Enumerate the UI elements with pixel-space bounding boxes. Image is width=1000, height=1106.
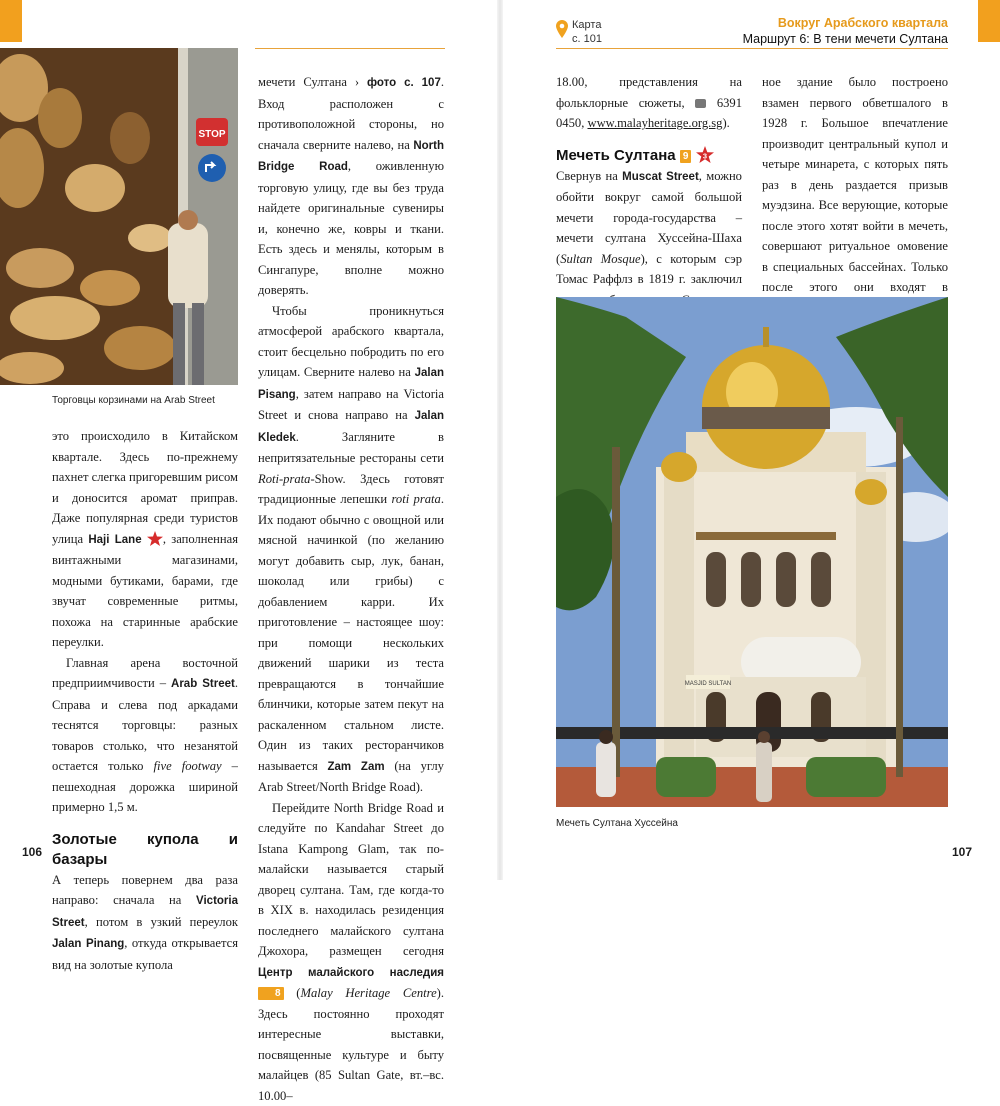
map-label: Карта xyxy=(572,19,602,31)
malay-heritage-centre-en: Malay Heritage Centre xyxy=(300,986,437,1000)
col1-text: , потом в узкий переулок xyxy=(84,914,238,929)
phone-number: 6391 0450, xyxy=(556,95,742,130)
route-title: Маршрут 6: В тени мечети Султана xyxy=(742,32,948,46)
col3-text: ). xyxy=(722,116,730,130)
muscat-street-name: Muscat Street xyxy=(622,170,699,183)
col2-text: . Загляните в непритязательные рестораны сети xyxy=(258,429,444,465)
roti-prata-chain: Roti-prata xyxy=(258,471,311,486)
col2-text: (на углу Arab Street/North Bridge Road). xyxy=(258,758,444,794)
col2-text: -Show. Здесь готовят традиционные лепешки xyxy=(258,471,444,506)
col1-text: – пешеходная дорожка шириной примерно 1,5 м. xyxy=(52,759,238,814)
col2-text: , оживленную торговую улицу, где вы без труда найдете оригинальные сувениры и, конечно же, ковры и ткани. Есть здесь и менялы, которым в Сингапуре, вполне можно доверять. xyxy=(258,159,444,297)
header-rule-left xyxy=(255,48,445,49)
col1-text: Главная арена восточной предприимчивости – xyxy=(52,655,238,690)
page-number-left: 106 xyxy=(22,845,43,859)
sultan-mosque-photo xyxy=(556,297,948,807)
col2-text: . Вход расположен с противоположной стороны, но сначала сверните налево, на xyxy=(258,75,445,152)
five-footway-term: five footway xyxy=(153,759,222,773)
baskets-photo-caption: Торговцы корзинами на Arab Street xyxy=(52,395,215,406)
sultan-mosque-en: Sultan Mosque xyxy=(560,251,641,266)
jalan-pisang-name: Jalan Pisang xyxy=(258,367,444,401)
col2-text: Перейдите North Bridge Road и следуйте по Kandahar Street до Istana Kampong Glam, так по-малайски называется старый дворец султана. Там, где когда-то в XIX в. находилась резиденция последнего малайского султана Джохора, размещен сегодня xyxy=(258,800,444,958)
heritage-website-link[interactable]: www.malayheritage.org.sg xyxy=(587,116,723,130)
page-number-right: 107 xyxy=(951,845,972,859)
mosque-plaque-text: MASJID SULTAN xyxy=(684,681,732,687)
col2-text: . Их подают обычно с овощной или мясной начинкой (по желанию могут добавить сыр, лук, банан, шоколад или грибы) с добавлением карри. Их приготовление – настоящее шоу: при помощи нескольких движений шарики из теста превращаются в тончайшие блинчики, которые затем пекут на раскаленном стальном листе. Один из таких ресторанчиков называется xyxy=(258,492,444,773)
phone-icon xyxy=(695,99,706,108)
col3-text: 18.00, представления на фольклорные сюжеты, xyxy=(556,75,742,110)
text-column-1 xyxy=(52,426,238,975)
text-column-2 xyxy=(258,72,444,1106)
col2-text: мечети Султана › xyxy=(258,75,368,89)
north-bridge-road-name: North Bridge Road xyxy=(258,139,444,173)
basket-vendors-illustration xyxy=(0,48,238,385)
col3-text: Свернув на xyxy=(556,168,623,183)
col2-text: Чтобы проникнуться атмосферой арабского квартала, стоит бесцельно побродить по его улицам. Сверните налево на xyxy=(258,303,444,379)
jalan-kledek-name: Jalan Kledek xyxy=(258,410,444,444)
poi-number-badge: 9 xyxy=(680,150,692,163)
jalan-pinang-name: Jalan Pinang xyxy=(52,938,125,950)
zam-zam-name: Zam Zam xyxy=(327,760,385,773)
map-reference[interactable] xyxy=(556,18,602,46)
heading-golden-domes: Золотые купола и базары xyxy=(52,830,238,868)
mosque-photo-caption: Мечеть Султана Хуссейна xyxy=(556,818,678,829)
col1-text: А теперь повернем два раза направо: сначала на xyxy=(52,872,238,907)
arab-street-name: Arab Street xyxy=(171,678,235,690)
col2-text: ). Здесь постоянно проходят интересные выставки, посвященные культуре и быту малайцев (85 Sultan Gate, вт.–вс. 10.00– xyxy=(258,986,445,1103)
poi-number-badge: 8 xyxy=(258,987,284,1000)
photo-page-link[interactable]: фото с. 107 xyxy=(367,77,441,89)
running-header xyxy=(743,15,948,47)
book-gutter xyxy=(497,0,503,880)
header-rule xyxy=(556,48,948,49)
victoria-street-name: Victoria Street xyxy=(52,895,238,929)
col2-text: , затем направо на Victoria Street и снова направо на xyxy=(258,386,444,422)
basket-vendors-photo xyxy=(0,48,238,385)
malay-heritage-centre-name: Центр малайского наследия xyxy=(258,966,444,979)
star-rating-number: 3 xyxy=(702,151,707,160)
col1-text: , откуда открывается вид на золотые купола xyxy=(52,936,238,972)
heading-sultan-mosque: Мечеть Султана xyxy=(556,146,676,164)
section-title: Вокруг Арабского квартала xyxy=(777,16,948,30)
col1-text: это происходило в Китайском квартале. Здесь по-прежнему пахнет слегка пригоревшим рисом и доносится аромат приправ. Даже популярная среди туристов улица xyxy=(52,429,238,546)
col1-text: , заполненная винтажными магазинами, модными бутиками, барами, где звучат современные ритмы, похожа на старинные арабские переулки. xyxy=(52,531,238,649)
map-page-ref: с. 101 xyxy=(572,33,602,45)
col3-text: ), с которым сэр Томас Раффлз в 1819 г. заключил xyxy=(556,251,742,286)
stop-sign-text: STOP xyxy=(198,129,226,140)
map-pin-icon xyxy=(556,20,568,38)
star-rating-icon xyxy=(147,531,163,546)
text-column-3 xyxy=(556,72,742,331)
roti-prata-term: roti prata xyxy=(391,492,441,506)
col3-text: , можно обойти вокруг самой большой мечети города-государства – мечети султана Хуссейна-Шаха ( xyxy=(556,168,742,266)
col4-text: ное здание было построено взамен первого обветшалого в 1928 г. Большое впечатление производит центральный купол и четыре минарета, с которых пять раз в день раздается призыв муэдзина. Все верующие, которые после этого хотят войти в мечеть, совершают ритуальное омовение в специальных бассейнах. Только после этого они входят в xyxy=(762,75,948,294)
col1-text: . Справа и слева под аркадами теснятся торговцы: разных товаров столько, что незанятой остается только xyxy=(52,676,239,773)
sultan-mosque-illustration xyxy=(556,297,948,807)
star-rating-icon xyxy=(696,146,714,163)
haji-lane-name: Haji Lane xyxy=(88,533,142,546)
left-edge-tab xyxy=(0,0,22,42)
col2-text: ( xyxy=(283,986,301,1000)
right-edge-tab xyxy=(978,0,1000,42)
